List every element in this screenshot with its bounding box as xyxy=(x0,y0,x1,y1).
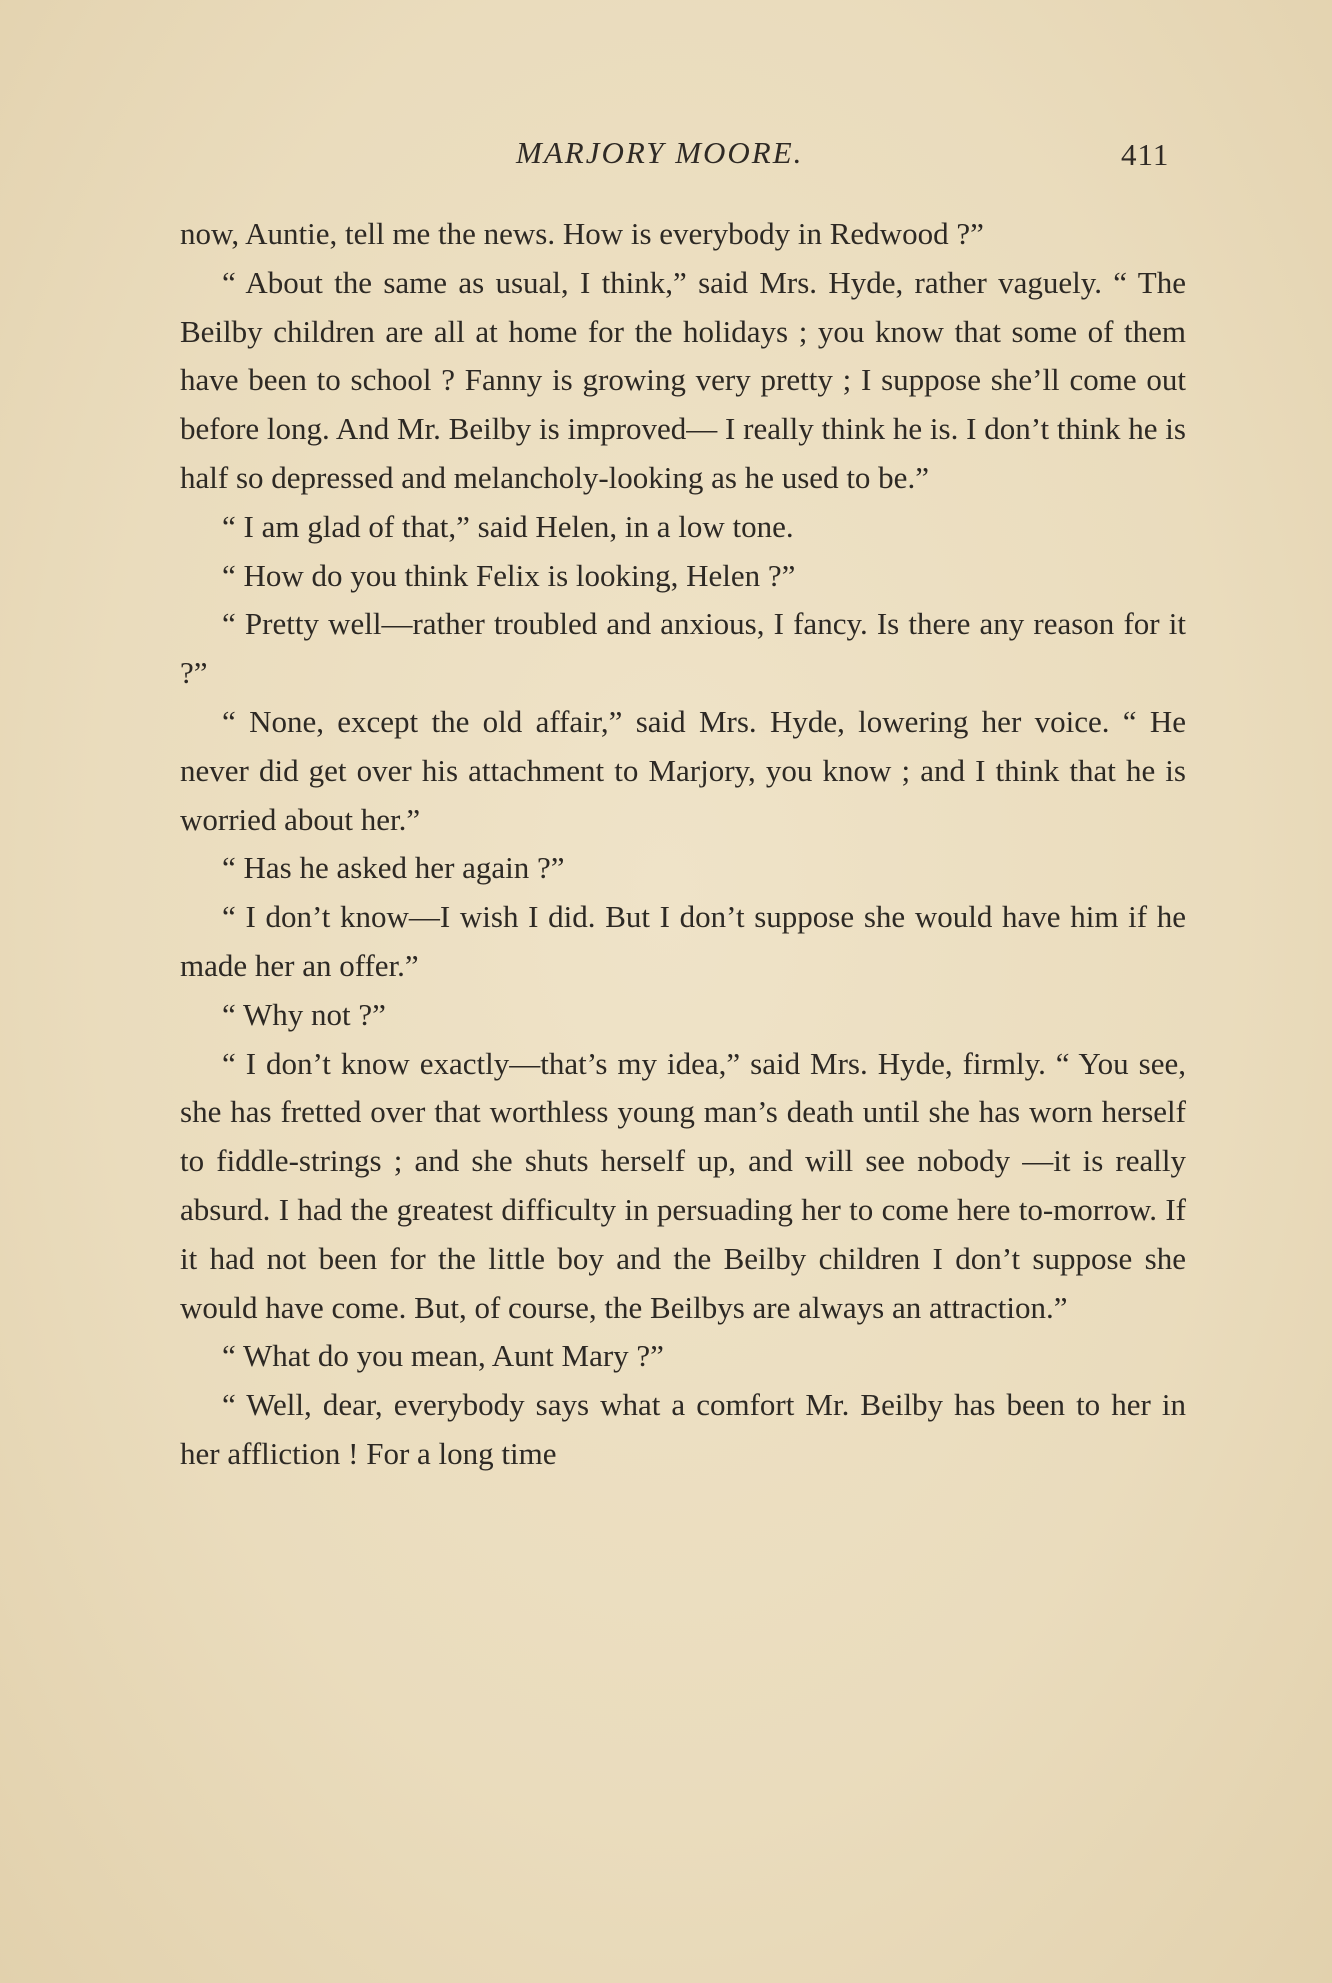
page-number: 411 xyxy=(1121,137,1170,172)
paragraph-continuation: now, Auntie, tell me the news. How is everybody in Redwood ?” xyxy=(180,216,984,251)
paragraph: “ About the same as usual, I think,” said Mrs. Hyde, rather vaguely. “ The Beilby children are all at home for the holidays ; you know that some of them have been to school ? Fanny is growing very pretty ; I suppose she’ll come out before long. And Mr. Beilby is improved— I really think he is. I don’t think he is half so depressed and melancholy-looking as he used to be.” xyxy=(180,264,1186,495)
paragraph: “ I don’t know—I wish I did. But I don’t suppose she would have him if he made her an offer.” xyxy=(180,899,1186,983)
paragraph: “ I am glad of that,” said Helen, in a low tone. xyxy=(222,508,794,544)
paragraph: “ What do you mean, Aunt Mary ?” xyxy=(222,1338,664,1374)
paragraph: “ I don’t know exactly—that’s my idea,” said Mrs. Hyde, firmly. “ You see, she has fretted over that worthless young man’s death until she has worn herself to fiddle-strings ; and she shuts herself up, and will see nobody —it is really absurd. I had the greatest difficulty in persuading her to come here to-morrow. If it had not been for the little boy and the Beilby children I don’t suppose she would have come. But, of course, the Beilbys are always an attraction.” xyxy=(180,1045,1186,1325)
paragraph: “ Well, dear, everybody says what a comfort Mr. Beilby has been to her in her affliction ! For a long time xyxy=(180,1387,1186,1471)
running-head xyxy=(0,135,1332,185)
body-text xyxy=(180,210,1186,1479)
running-title: MARJORY MOORE. xyxy=(516,135,804,170)
paragraph: “ Why not ?” xyxy=(222,996,386,1032)
paragraph: “ How do you think Felix is looking, Helen ?” xyxy=(222,557,796,593)
paragraph: “ Has he asked her again ?” xyxy=(222,850,565,886)
paragraph: “ None, except the old affair,” said Mrs. Hyde, lowering her voice. “ He never did get over his attachment to Marjory, you know ; and I think that he is worried about her.” xyxy=(180,703,1186,837)
paragraph: “ Pretty well—rather troubled and anxious, I fancy. Is there any reason for it ?” xyxy=(180,606,1186,691)
